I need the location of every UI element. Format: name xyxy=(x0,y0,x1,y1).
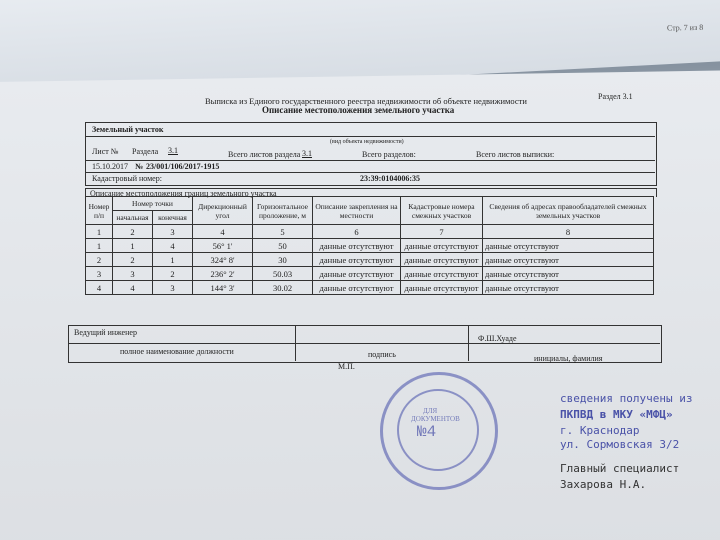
cell-end: 1 xyxy=(153,253,193,267)
cell-owners: данные отсутствуют xyxy=(483,281,654,295)
cell-start: 2 xyxy=(113,253,153,267)
back-sheet-page-label: Стр. 7 из 8 xyxy=(666,22,704,33)
section-label: Раздел 3.1 xyxy=(598,92,633,101)
divider xyxy=(85,160,655,161)
header-num: Номер п/п xyxy=(86,197,113,225)
cell-fixing: данные отсутствуют xyxy=(313,239,401,253)
doc-no-label: № xyxy=(135,162,144,171)
received-line-4: ул. Сормовская 3/2 xyxy=(560,438,680,451)
cell-end: 3 xyxy=(153,281,193,295)
section-no-value: 3.1 xyxy=(168,146,178,155)
cell-start: 4 xyxy=(113,281,153,295)
total-sheets-section-value: 3.1 xyxy=(302,149,312,158)
table-row xyxy=(86,239,654,253)
header-point-no: Номер точки xyxy=(113,197,193,211)
cell-length: 50.03 xyxy=(253,267,313,281)
cell-owners: данные отсутствуют xyxy=(483,253,654,267)
cell-angle: 56° 1' xyxy=(193,239,253,253)
cell-num: 4 xyxy=(86,281,113,295)
header-line-1: Выписка из Единого государственного реестра недвижимости об объекте недвижимости xyxy=(205,96,527,106)
position-caption: полное наименование должности xyxy=(120,347,234,356)
cell-fixing: данные отсутствуют xyxy=(313,281,401,295)
col-number: 4 xyxy=(193,225,253,239)
received-line-2: ПКПВД в МКУ «МФЦ» xyxy=(560,408,673,421)
header-angle: Дирекционный угол xyxy=(193,197,253,225)
mp-label: М.П. xyxy=(338,362,355,371)
total-sections-label: Всего разделов: xyxy=(362,150,416,159)
stamp-number: №4 xyxy=(417,423,437,441)
cell-angle: 236° 2' xyxy=(193,267,253,281)
col-number: 2 xyxy=(113,225,153,239)
cell-adjacent: данные отсутствуют xyxy=(401,253,483,267)
header-owners: Сведения об адресах правообладателей смежных земельных участков xyxy=(483,197,654,225)
cell-num: 2 xyxy=(86,253,113,267)
header-line-2: Описание местоположения земельного участка xyxy=(262,105,455,115)
cell-num: 3 xyxy=(86,267,113,281)
object-type-caption: (вид объекта недвижимости) xyxy=(330,139,404,145)
sheet-no-label: Лист № xyxy=(92,147,119,156)
cell-start: 3 xyxy=(113,267,153,281)
section-no-label: Раздела xyxy=(132,147,159,156)
cell-length: 30.02 xyxy=(253,281,313,295)
cell-end: 2 xyxy=(153,267,193,281)
table-row xyxy=(86,267,654,281)
cadastral-no-value: 23:39:0104006:35 xyxy=(360,174,420,183)
cell-num: 1 xyxy=(86,239,113,253)
cell-fixing: данные отсутствуют xyxy=(313,267,401,281)
cell-length: 50 xyxy=(253,239,313,253)
col-number: 5 xyxy=(253,225,313,239)
divider xyxy=(85,172,655,173)
cell-angle: 144° 3' xyxy=(193,281,253,295)
total-sheets-section-label: Всего листов раздела xyxy=(228,150,301,159)
cell-adjacent: данные отсутствуют xyxy=(401,281,483,295)
table-col-numbers-row xyxy=(86,225,654,239)
table-header-row xyxy=(86,197,654,211)
col-number: 8 xyxy=(483,225,654,239)
date-value: 15.10.2017 xyxy=(92,162,128,171)
name-caption: инициалы, фамилия xyxy=(534,354,603,363)
col-number: 1 xyxy=(86,225,113,239)
cell-length: 30 xyxy=(253,253,313,267)
cell-owners: данные отсутствуют xyxy=(483,267,654,281)
cell-adjacent: данные отсутствуют xyxy=(401,267,483,281)
cadastral-label: Кадастровый номер: xyxy=(92,174,162,183)
received-line-3: г. Краснодар xyxy=(560,424,640,437)
divider xyxy=(85,136,655,137)
received-line-5: Главный специалист xyxy=(560,462,680,475)
stamp-text-for: ДЛЯ xyxy=(423,407,438,415)
col-number: 6 xyxy=(313,225,401,239)
plot-title: Земельный участок xyxy=(92,125,164,134)
cell-owners: данные отсутствуют xyxy=(483,239,654,253)
sign-caption: подпись xyxy=(368,350,396,359)
header-start: начальная xyxy=(113,211,153,225)
boundaries-table xyxy=(85,196,654,295)
col-number: 3 xyxy=(153,225,193,239)
header-fixing: Описание закрепления на местности xyxy=(313,197,401,225)
header-end: конечная xyxy=(153,211,193,225)
cell-start: 1 xyxy=(113,239,153,253)
received-line-6: Захарова Н.А. xyxy=(560,478,647,491)
cell-angle: 324° 8' xyxy=(193,253,253,267)
table-row xyxy=(86,253,654,267)
header-length: Горизонтальное проложение, м xyxy=(253,197,313,225)
received-line-1: сведения получены из xyxy=(560,392,693,405)
table-caption: Описание местоположения границ земельного участка xyxy=(90,189,277,198)
cell-end: 4 xyxy=(153,239,193,253)
stamp-inner-ring xyxy=(397,389,479,471)
cell-fixing: данные отсутствуют xyxy=(313,253,401,267)
divider xyxy=(68,343,660,344)
position-value: Ведущий инженер xyxy=(74,328,137,337)
official-round-stamp xyxy=(380,372,498,490)
table-row xyxy=(86,281,654,295)
header-adjacent: Кадастровые номера смежных участков xyxy=(401,197,483,225)
col-number: 7 xyxy=(401,225,483,239)
doc-no-value: 23/001/106/2017-1915 xyxy=(146,162,220,171)
stamp-text-docs: ДОКУМЕНТОВ xyxy=(411,415,460,423)
cell-adjacent: данные отсутствуют xyxy=(401,239,483,253)
total-sheets-extract-label: Всего листов выписки: xyxy=(476,150,555,159)
name-value: Ф.Ш.Хуаде xyxy=(478,334,517,343)
